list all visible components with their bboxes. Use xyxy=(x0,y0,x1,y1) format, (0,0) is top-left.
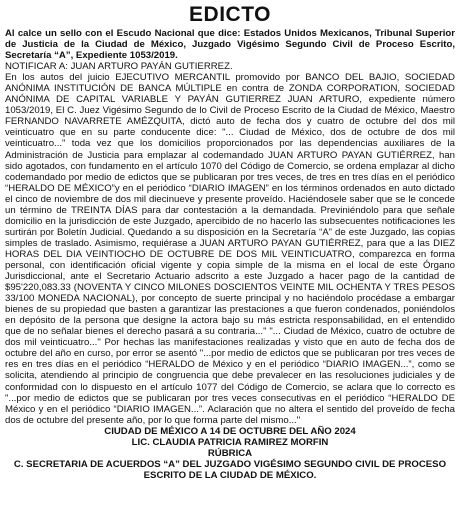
signature-date: CIUDAD DE MÉXICO A 14 DE OCTUBRE DEL AÑO 2024 xyxy=(104,425,356,437)
signature-rubrica: RÚBRICA xyxy=(207,447,253,459)
notification-line: NOTIFICAR A: JUAN ARTURO PAYÁN GUTIERREZ. xyxy=(5,61,233,73)
document-title: EDICTO xyxy=(189,3,271,26)
signature-name: LIC. CLAUDIA PATRICIA RAMIREZ MORFIN xyxy=(131,436,329,448)
edict-body: En los autos del juicio EJECUTIVO MERCANTIL promovido por BANCO DEL BAJIO, SOCIEDAD ANÓNIMA INSTITUCIÓN DE BANCA MÚLTIPLE en contra de ZONDA CORPORATION, SOCIEDAD ANÓNIMA DE CAPITAL VARIABLE Y PAYÁN GUTIERREZ JUAN ARTURO, expediente número 1053/2019, El C. Juez Vigésimo Segundo de lo Civil de Proceso Escrito de la Ciudad de México, Maestro FERNANDO NAVARRETE AMÉZQUITA, dictó auto de fecha dos y cuatro de octubre del dos mil veinticuatro que en su parte conducente dice: "... Ciudad de México, dos de octubre de dos mil veinticuatro..." toda vez que los domicilios proporcionados por las dependencias auxiliares de la Administración de Justicia para emplazar al codemandado JUAN ARTURO PAYAN GUTIÉRREZ, han sido agotados, con fundamento en el artículo 1070 del Código de Comercio, se ordena emplazar al dicho codemandado por medio de edictos que se publicaran por tres veces, de tres en tres días en el periódico “HERALDO DE MÉXICO”y en el periódico “DIARIO IMAGEN” en los términos ordenados en auto dictado el cinco de noviembre de dos mil diecinueve y presente proveído. Haciéndosele saber que se le concede un término de TREINTA DÍAS para dar contestación a la demandada. Previniéndolo para que señale domicilio en la jurisdicción de este Juzgado, apercibido de no hacerlo las subsecuentes notificaciones les surtirán por Boletín Judicial. Quedando a su disposición en la Secretaría “A” de este Juzgado, las copias simples de traslado. Asimismo, requiérase a JUAN ARTURO PAYAN GUTIÉRREZ, para que a las DIEZ HORAS DEL DIA VEINTIOCHO DE OCTUBRE DE DOS MIL VEINTICUATRO, comparezca en forma personal, con identificación oficial vigente y copia simple de la misma en el local de este Órgano Jurisdiccional, ante el Secretario Actuario adscrito a este Juzgado a hacer pago de la cantidad de $95'220,083.33 (NOVENTA Y CINCO MILONES DOSCIENTOS VEINTE MIL OCHENTA Y TRES PESOS 33/100 MONEDA NACIONAL), por concepto de suerte principal y no haciéndolo procédase a embargar bienes de su propiedad que basten a garantizar las prestaciones a que fueron condenados, poniéndolos en depósito de la persona que designe la actora bajo su más estricta responsabilidad, en el entendido que de no señalar bienes el derecho pasará a su contraria..." "... Ciudad de México, cuatro de octubre de dos mil veinticuatro..." Por hechas las manifestaciones realizadas y visto que en auto de fecha dos de octubre del año en curso, por error se asentó "...por medio de edictos que se publicaran por tres veces de res en tres días en el periódico “HERALDO de México y en el periódico “DIARIO IMAGEN...”, como se solicita, atendiendo al principio de congruencia que debe prevalecer en las resoluciones judiciales y de conformidad con lo dispuesto en el artículo 1077 del Código de Comercio, se aclara que lo correcto es "...por medio de edictos que se publicaran por tres veces consecutivas en el periódico “HERALDO DE México y en el periódico “DIARIO IMAGEN...”. Aclaración que no altera el sentido del proveído de fecha dos de octubre del presente año, por lo que forma parte del mismo..." xyxy=(5,72,455,426)
signature-position: C. SECRETARIA DE ACUERDOS “A” DEL JUZGADO VIGÉSIMO SEGUNDO CIVIL DE PROCESO ESCRITO DE LA CIUDAD DE MÉXICO. xyxy=(13,458,447,481)
seal-header: Al calce un sello con el Escudo Nacional que dice: Estados Unidos Mexicanos, Tribunal Superior de Justicia de la Ciudad de México, Juzgado Vigésimo Segundo Civil de Proceso Escrito, Secretaría “A”, Expediente 1053/2019. xyxy=(5,28,455,62)
